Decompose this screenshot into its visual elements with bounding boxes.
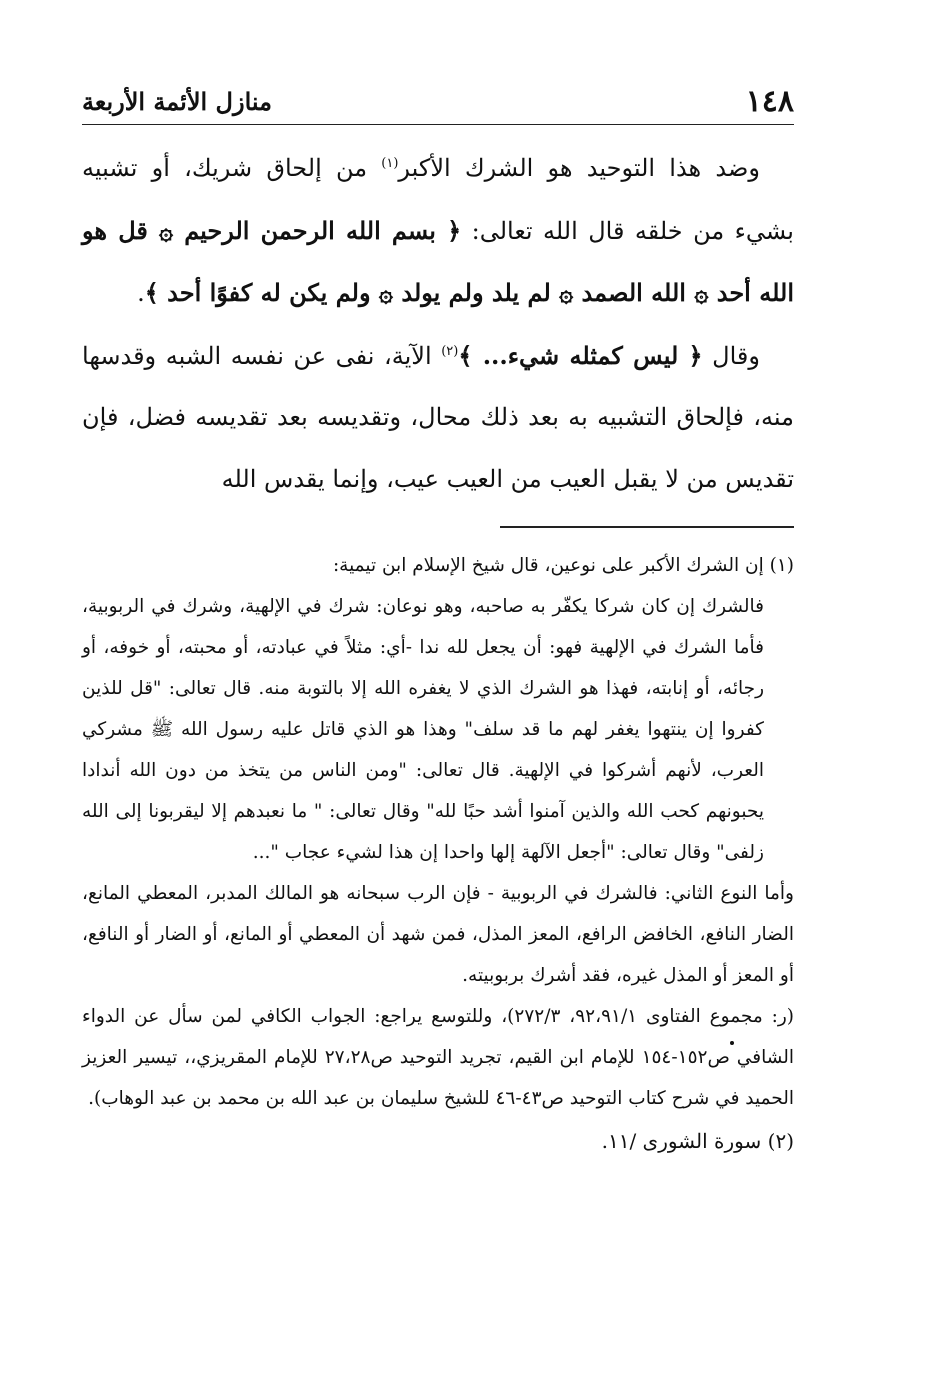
paragraph-1 <box>82 138 794 325</box>
footnote-2-label: (٢) <box>767 1129 794 1153</box>
paragraph-1-text-a: وضد هذا التوحيد هو الشرك الأكبر <box>398 154 760 182</box>
main-text <box>82 138 794 510</box>
footnote-1-paragraph-2: وأما النوع الثاني: فالشرك في الربوبية - فإن الرب سبحانه هو المالك المدبر، المعطي المانع، الضار النافع، الخافض الرافع، المعز المذل، فمن شهد أن المعطي أو المانع، أو الضار أو النافع، أو المعز أو المذل غيره، فقد أشرك بربوبيته. <box>82 883 794 986</box>
footnote-separator <box>500 526 794 528</box>
footnote-1-label: (١) <box>769 555 794 576</box>
quran-verse-ikhlas: ﴿ بسم الله الرحمن الرحيم ۞ قل هو الله أحد ۞ الله الصمد ۞ لم يلد ولم يولد ۞ ولم يكن له كفوًا أحد ﴾ <box>82 215 794 307</box>
footnotes <box>82 545 794 1162</box>
page-number: ١٤٨ <box>745 83 794 119</box>
footnote-1-paragraph-1: فالشرك إن كان شركا يكفّر به صاحبه، وهو نوعان: شرك في الإلهية، وشرك في الربوبية، فأما الشرك في الإلهية فهو: أن يجعل لله ندا -أي: مثلاً في عبادته، أو محبته، أو خوفه، أو رجائه، أو إنابته، فهذا هو الشرك الذي لا يغفره الله إلا بالتوبة منه. قال تعالى: "قل للذين كفروا إن ينتهوا يغفر لهم ما قد سلف" وهذا هو الذي قاتل عليه رسول الله ﷺ مشركي العرب، لأنهم أشركوا في الإلهية. قال تعالى: "ومن الناس من يتخذ من دون الله أندادا يحبونهم كحب الله والذين آمنوا أشد حبًا لله" وقال تعالى: " ما نعبدهم إلا ليقربونا إلى الله زلفى" وقال تعالى: "أجعل الآلهة إلها واحدا إن هذا لشيء عجاب "... <box>82 596 764 863</box>
page-header <box>82 78 794 125</box>
footnote-1-references: (ر: مجموع الفتاوى ٩٢،٩١/١، ٢٧٢/٣)، وللتوسع يراجع: الجواب الكافي لمن سأل عن الدواء الشافي ص١٥٢-١٥٤ للإمام ابن القيم، تجريد التوحيد ص٢٧،٢٨ للإمام المقريزي،، تيسير العزيز الحميد في شرح كتاب التوحيد ص٤٣-٤٦ للشيخ سليمان بن عبد الله بن محمد بن عبد الوهاب). <box>82 1006 795 1109</box>
paragraph-2 <box>82 325 794 511</box>
ink-speck <box>730 1041 734 1045</box>
footnote-2 <box>82 1121 794 1162</box>
footnote-1-intro <box>82 545 794 586</box>
paragraph-2-text-a: وقال <box>702 341 760 370</box>
paragraph-1-end: . <box>137 279 145 307</box>
footnote-2-text: سورة الشورى /١١. <box>601 1129 768 1153</box>
running-title: منازل الأئمة الأربعة <box>82 86 272 116</box>
footnote-ref-2: (٢) <box>441 343 459 359</box>
footnote-1-intro-text: إن الشرك الأكبر على نوعين، قال شيخ الإسلام ابن تيمية: <box>332 555 770 576</box>
footnote-ref-1: (١) <box>381 156 399 171</box>
quran-verse-shura: ﴿ ليس كمثله شيء... ﴾ <box>458 340 703 370</box>
paragraph-1-text-b: من إلحاق شريك، أو تشبيه بشيء من خلقه قال الله تعالى: <box>82 154 794 245</box>
paragraph-2-text-b: الآية، نفى عن نفسه الشبه وقدسها منه، فإلحاق التشبيه به بعد ذلك محال، وتقديسه بعد تقديسه فضل، فإن تقديس من لا يقبل العيب من العيب عيب، وإنما يقدس الله <box>82 341 794 493</box>
